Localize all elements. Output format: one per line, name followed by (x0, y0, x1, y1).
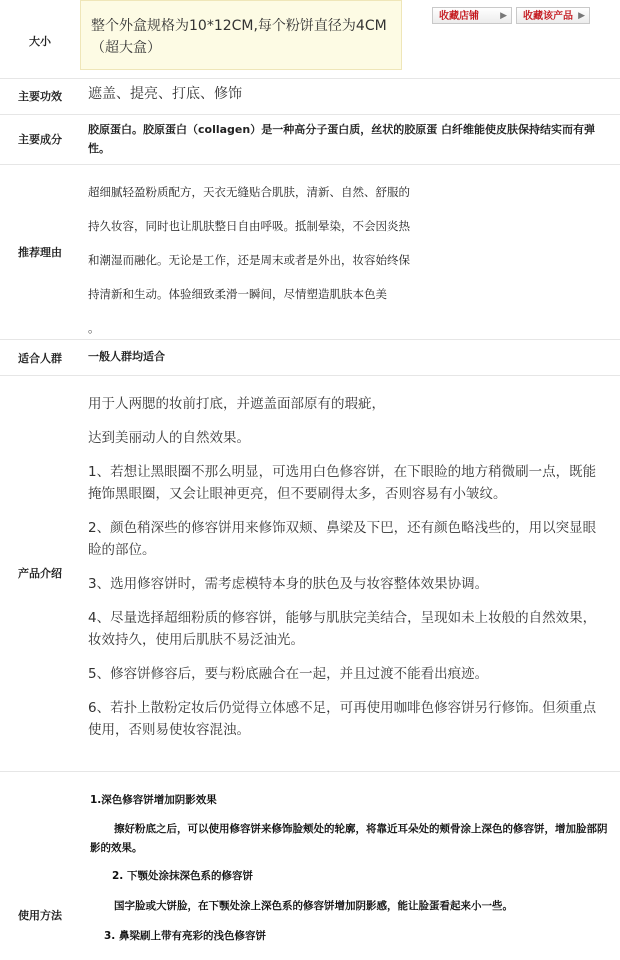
size-value: 整个外盒规格为10*12CM,每个粉饼直径为4CM（超大盒） (91, 18, 387, 56)
row-effect (0, 78, 620, 115)
row-audience (0, 339, 620, 376)
row-ingredient (0, 114, 620, 165)
size-value-box (80, 0, 402, 70)
reason-line: 持清新和生动。体验细致柔滑一瞬间，尽情塑造肌肤本色美 (88, 287, 387, 301)
intro-paragraph: 6、若扑上散粉定妆后仍觉得立体感不足，可再使用咖啡色修容饼另行修饰。但须重点使用，否则易使妆容混浊。 (88, 700, 597, 738)
fav-shop-button[interactable] (432, 7, 512, 24)
intro-paragraph: 4、尽量选择超细粉质的修容饼，能够与肌肤完美结合，呈现如未上妆般的自然效果，妆效持久，使用后肌肤不易泛油光。 (88, 610, 597, 648)
intro-paragraph: 2、颜色稍深些的修容饼用来修饰双颊、鼻梁及下巴，还有颜色略浅些的，用以突显眼睑的部位。 (88, 520, 597, 558)
row-usage (0, 771, 620, 960)
reason-line: 持久妆容，同时也让肌肤整日自由呼吸。抵制晕染，不会因炎热 (88, 219, 410, 233)
row-size (0, 0, 620, 79)
label-ingredient: 主要成分 (18, 133, 62, 146)
effect-value: 遮盖、提亮、打底、修饰 (88, 86, 242, 102)
audience-value: 一般人群均适合 (88, 350, 165, 363)
reason-line: 和潮湿而融化。无论是工作，还是周末或者是外出，妆容始终保 (88, 253, 410, 267)
usage-heading-1: 1.深色修容饼增加阴影效果 (90, 794, 217, 806)
label-size: 大小 (29, 35, 51, 48)
intro-paragraph: 5、修容饼修容后，要与粉底融合在一起，并且过渡不能看出痕迹。 (88, 666, 489, 682)
intro-paragraph: 3、选用修容饼时，需考虑模特本身的肤色及与妆容整体效果协调。 (88, 576, 489, 592)
reason-line: 。 (88, 321, 100, 335)
intro-paragraph: 达到美丽动人的自然效果。 (88, 430, 250, 446)
label-usage: 使用方法 (18, 909, 62, 922)
reason-text (88, 183, 610, 353)
label-audience: 适合人群 (18, 352, 62, 365)
usage-heading-3: 3. 鼻梁刷上带有亮彩的浅色修容饼 (104, 930, 266, 942)
label-reason: 推荐理由 (18, 246, 62, 259)
fav-product-button[interactable] (516, 7, 590, 24)
intro-text (88, 393, 606, 753)
reason-line: 超细腻轻盈粉质配方，天衣无缝贴合肌肤，清新、自然、舒服的 (88, 185, 410, 199)
intro-paragraph: 1、若想让黑眼圈不那么明显，可选用白色修容饼，在下眼睑的地方稍微刷一点，既能掩饰黑眼圈，又会让眼神更亮，但不要刷得太多，否则容易有小皱纹。 (88, 464, 597, 502)
intro-paragraph: 用于人两腮的妆前打底，并遮盖面部原有的瑕疵， (88, 396, 385, 412)
label-intro: 产品介绍 (18, 567, 62, 580)
row-intro (0, 375, 620, 772)
fav-product-label: 收藏该产品 (523, 11, 573, 22)
fav-shop-label: 收藏店铺 (439, 11, 479, 22)
ingredient-value: 胶原蛋白。胶原蛋白（collagen）是一种高分子蛋白质，丝状的胶原蛋 白纤维能使皮肤保持结实而有弹性。 (88, 123, 596, 155)
row-reason (0, 164, 620, 340)
arrow-right-icon: ▶ (578, 11, 585, 21)
usage-heading-2: 2. 下颚处涂抹深色系的修容饼 (112, 870, 253, 882)
label-effect: 主要功效 (18, 90, 62, 103)
arrow-right-icon: ▶ (500, 11, 507, 21)
usage-paragraph-1: 擦好粉底之后，可以使用修容饼来修饰脸颊处的轮廓，将靠近耳朵处的颊骨涂上深色的修容饼，增加脸部阴影的效果。 (90, 823, 608, 854)
usage-paragraph-2: 国字脸或大饼脸，在下颚处涂上深色系的修容饼增加阴影感，能让脸蛋看起来小一些。 (114, 900, 513, 912)
